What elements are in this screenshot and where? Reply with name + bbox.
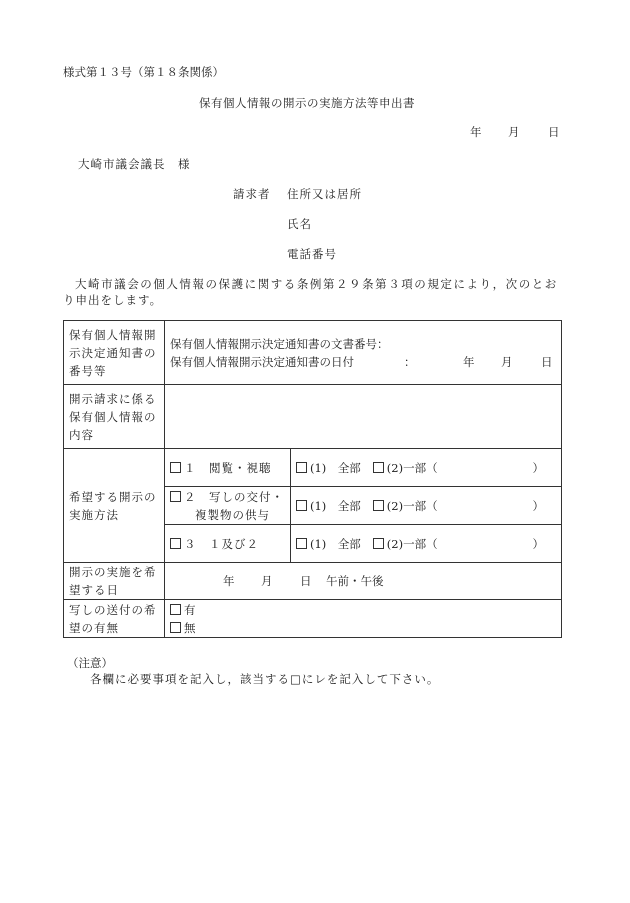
doc-date-colon: ： <box>404 354 416 369</box>
option-all-label: (1) 全部 <box>310 536 361 551</box>
row-notice-number <box>64 321 562 385</box>
mailing-yes-label: 有 <box>184 602 196 617</box>
row-desired-date <box>64 563 562 600</box>
label-line: 望の有無 <box>69 620 119 635</box>
checkbox-method-2-all[interactable] <box>296 500 307 511</box>
mailing-no-label: 無 <box>184 620 196 635</box>
desired-date-row <box>170 572 556 590</box>
checkbox-method-3-part[interactable] <box>373 538 384 549</box>
addressee: 大崎市議会議長 様 <box>78 157 191 171</box>
label-desired-date <box>64 563 165 600</box>
checkbox-mailing-yes[interactable] <box>170 604 181 615</box>
scope-row <box>296 497 556 515</box>
scope-row <box>296 535 556 553</box>
checkbox-method-2-part[interactable] <box>373 500 384 511</box>
method-2-scope <box>291 487 562 525</box>
address-label: 住所又は居所 <box>287 187 362 201</box>
scope-row <box>296 459 556 477</box>
option-part-label: (2)一部（ <box>386 536 438 551</box>
form-title: 保有個人情報の開示の実施方法等申出書 <box>199 96 415 110</box>
option-part-label: (2)一部（ <box>386 498 438 513</box>
desired-am-pm: 午前・午後 <box>326 574 384 588</box>
method-option-3[interactable] <box>165 525 291 563</box>
label-line: 望する日 <box>69 583 119 597</box>
mailing-field <box>165 600 562 638</box>
date-month-label: 月 <box>508 125 520 139</box>
close-paren: ） <box>532 498 544 513</box>
intro-line-1: 大崎市議会の個人情報の保護に関する条例第２９条第３項の規定により，次のとお <box>75 277 558 291</box>
method-2-label-line2: 複製物の供与 <box>195 507 270 522</box>
desired-month: 月 <box>261 574 273 588</box>
method-3-label: ３ １及び２ <box>184 536 259 551</box>
label-method <box>64 449 165 563</box>
label-line: 希望する開示の <box>69 489 157 504</box>
label-line: 保有個人情報開 <box>69 327 157 342</box>
option-all-label: (1) 全部 <box>310 498 361 513</box>
label-line: 内容 <box>69 427 94 442</box>
name-label: 氏名 <box>287 217 312 231</box>
notice-number-field[interactable] <box>165 321 562 385</box>
label-line: 示決定通知書の <box>69 345 157 360</box>
option-all-label: (1) 全部 <box>310 460 361 475</box>
label-line: 開示の実施を希 <box>69 565 157 579</box>
checkbox-method-1-all[interactable] <box>296 462 307 473</box>
checkbox-method-3-all[interactable] <box>296 538 307 549</box>
doc-date-row <box>170 353 556 371</box>
checkbox-mailing-no[interactable] <box>170 622 181 633</box>
notes-title: （注意） <box>67 656 113 670</box>
doc-number-label: 保有個人情報開示決定通知書の文書番号： <box>170 336 389 351</box>
doc-date-year: 年 <box>463 354 475 369</box>
method-3-scope <box>291 525 562 563</box>
label-line: 開示請求に係る <box>69 391 157 406</box>
checkbox-method-3[interactable] <box>170 538 181 549</box>
checkbox-method-2[interactable] <box>170 491 181 502</box>
method-1-scope <box>291 449 562 487</box>
label-info-content <box>64 385 165 449</box>
doc-date-day: 日 <box>541 354 553 369</box>
doc-date-month: 月 <box>501 354 513 369</box>
info-content-field[interactable] <box>165 385 562 449</box>
method-option-2[interactable] <box>165 487 291 525</box>
method-2-label: ２ 写しの交付・ <box>184 489 284 504</box>
date-year-label: 年 <box>470 125 482 139</box>
row-info-content <box>64 385 562 449</box>
date-day-label: 日 <box>548 125 560 139</box>
intro-line-2: り申出をします。 <box>63 293 163 307</box>
option-part-label: (2)一部（ <box>386 460 438 475</box>
method-1-label: １ 閲覧・視聴 <box>184 460 272 475</box>
close-paren: ） <box>532 460 544 475</box>
phone-label: 電話番号 <box>287 247 337 261</box>
requester-label: 請求者 <box>233 187 271 201</box>
method-option-1[interactable] <box>165 449 291 487</box>
checkbox-method-1-part[interactable] <box>373 462 384 473</box>
desired-day: 日 <box>300 574 312 588</box>
label-line: 保有個人情報の <box>69 409 157 424</box>
label-mailing <box>64 600 165 638</box>
label-notice-number <box>64 321 165 385</box>
label-line: 実施方法 <box>69 507 119 522</box>
close-paren: ） <box>532 536 544 551</box>
notes-text: 各欄に必要事項を記入し，該当する□にレを記入して下さい。 <box>90 672 440 686</box>
checkbox-method-1[interactable] <box>170 462 181 473</box>
form-number: 様式第１３号（第１８条関係） <box>63 65 224 79</box>
desired-year: 年 <box>223 574 235 588</box>
doc-date-label: 保有個人情報開示決定通知書の日付 <box>170 354 354 369</box>
row-mailing <box>64 600 562 638</box>
label-line: 番号等 <box>69 363 107 378</box>
desired-date-field[interactable] <box>165 563 562 600</box>
request-form-table <box>63 320 562 638</box>
label-line: 写しの送付の希 <box>69 602 157 617</box>
row-method-1 <box>64 449 562 487</box>
